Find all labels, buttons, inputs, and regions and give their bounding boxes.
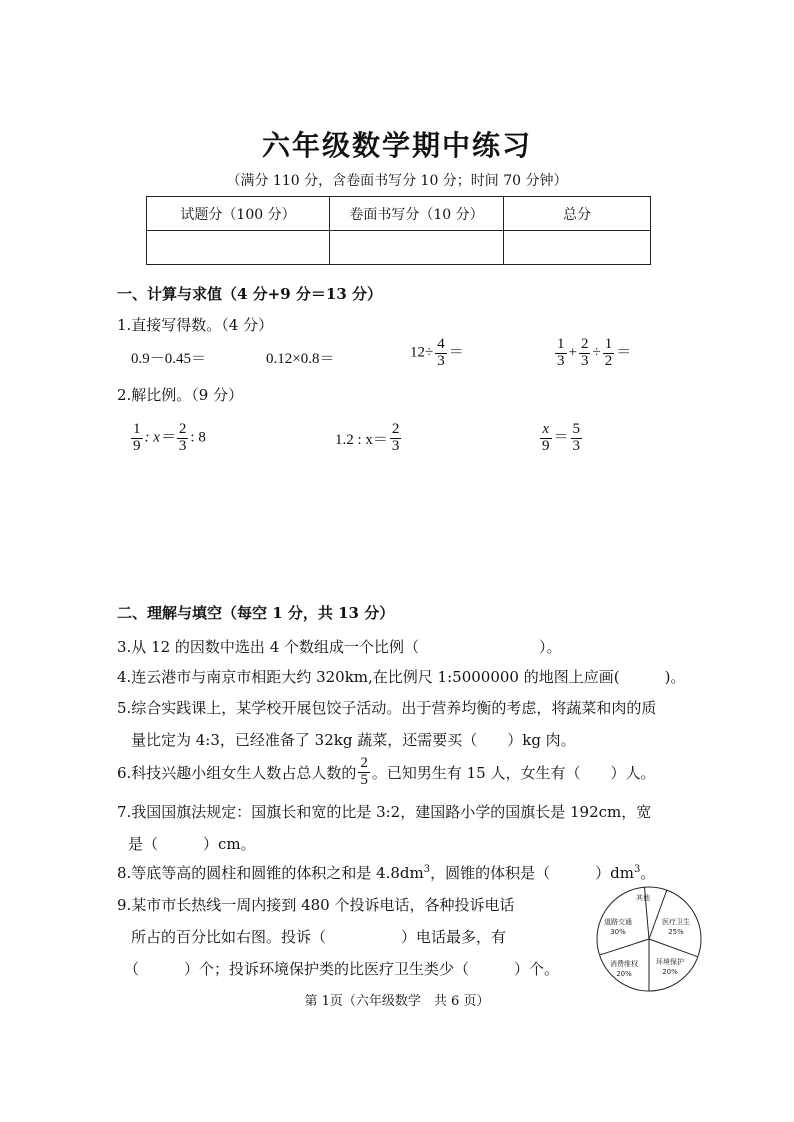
complaint-pie-chart bbox=[594, 884, 704, 994]
fraction-denominator: 3 bbox=[557, 352, 565, 369]
q2-proportion-3 bbox=[538, 422, 584, 455]
fraction-denominator: 3 bbox=[580, 352, 589, 369]
score-cell-handwriting[interactable] bbox=[330, 231, 504, 265]
score-header-total: 总分 bbox=[504, 197, 651, 231]
q3-text: 3.从 12 的因数中选出 4 个数组成一个比例（ ）。 bbox=[117, 638, 562, 656]
pie-label-consumer: 消费维权 bbox=[610, 960, 638, 968]
exam-info: （满分 110 分，含卷面书写分 10 分；时间 70 分钟） bbox=[226, 173, 568, 189]
q1-expr-3 bbox=[410, 337, 464, 370]
fraction-denominator: 9 bbox=[542, 437, 550, 454]
section2-title: 二、理解与填空（每空 1 分，共 13 分） bbox=[117, 604, 395, 622]
fraction bbox=[540, 422, 552, 455]
q5-line-2: 量比定为 4:3，已经准备了 32kg 蔬菜，还需要买（ ）kg 肉。 bbox=[131, 731, 576, 749]
fraction-numerator: 5 bbox=[572, 421, 581, 437]
q8-end: 。 bbox=[640, 864, 656, 882]
score-table-header-row bbox=[147, 197, 651, 231]
fraction-numerator: x bbox=[540, 422, 552, 439]
pie-value-consumer: 20% bbox=[616, 970, 632, 978]
cube-superscript: 3 bbox=[423, 864, 431, 875]
fraction-denominator: 3 bbox=[178, 437, 187, 454]
fraction bbox=[177, 422, 189, 455]
page-title: 六年级数学期中练习 bbox=[261, 129, 532, 162]
fraction bbox=[571, 422, 583, 455]
q1-expr-2: 0.12×0.8＝ bbox=[266, 351, 335, 367]
pie-label-environment: 环境保护 bbox=[656, 958, 684, 966]
fraction-numerator: 2 bbox=[580, 336, 589, 352]
pie-value-medical: 25% bbox=[668, 928, 684, 936]
fraction bbox=[390, 422, 402, 455]
q1-label: 1.直接写得数。（4 分） bbox=[117, 316, 274, 334]
fraction-numerator: 1 bbox=[133, 421, 141, 437]
q5-line-1: 5.综合实践课上，某学校开展包饺子活动。出于营养均衡的考虑，将蔬菜和肉的质 bbox=[117, 699, 657, 717]
fraction-numerator: 2 bbox=[178, 421, 187, 437]
q9-line-1: 9.某市市长热线一周内接到 480 个投诉电话，各种投诉电话 bbox=[117, 896, 515, 914]
score-header-questions: 试题分（100 分） bbox=[147, 197, 330, 231]
q9-line-2: 所占的百分比如右图。投诉（ ）电话最多，有 bbox=[131, 928, 507, 946]
pie-label-other: 其他 bbox=[636, 894, 650, 902]
q6-suffix: 。已知男生有 15 人，女生有（ ）人。 bbox=[371, 763, 656, 782]
equals-sign: ＝ bbox=[448, 344, 464, 361]
q6-prefix: 6.科技兴趣小组女生人数占总人数的 bbox=[117, 763, 357, 782]
fraction-numerator: 1 bbox=[557, 336, 565, 352]
cube-superscript: 3 bbox=[633, 864, 641, 875]
q1-expr-3-prefix: 12÷ bbox=[410, 344, 434, 361]
fraction-numerator: 4 bbox=[437, 336, 445, 352]
fraction bbox=[131, 422, 143, 455]
fraction-numerator: 2 bbox=[391, 421, 400, 437]
pie-label-medical: 医疗卫生 bbox=[662, 918, 690, 926]
score-cell-total[interactable] bbox=[504, 231, 651, 265]
ratio-end: : 8 bbox=[190, 429, 206, 446]
q8-middle: ，圆锥的体积是（ ）dm bbox=[430, 864, 634, 882]
q4-text: 4.连云港市与南京市相距大约 320km,在比例尺 1:5000000 的地图上应画( )。 bbox=[117, 668, 686, 686]
q8-start: 8.等底等高的圆柱和圆锥的体积之和是 4.8dm bbox=[117, 864, 424, 882]
q7-line-2: 是（ ）cm。 bbox=[128, 835, 256, 853]
page-footer: 第 1页（六年级数学 共 6 页） bbox=[304, 994, 490, 1009]
fraction bbox=[358, 756, 370, 789]
fraction-denominator: 2 bbox=[604, 352, 613, 369]
score-table bbox=[146, 196, 651, 265]
fraction-numerator: 1 bbox=[604, 336, 613, 352]
q9-line-3: （ ）个；投诉环境保护类的比医疗卫生类少（ ）个。 bbox=[124, 960, 560, 978]
q7-line-1: 7.我国国旗法规定：国旗长和宽的比是 3:2，建国路小学的国旗长是 192cm，宽 bbox=[117, 803, 652, 821]
fraction-denominator: 3 bbox=[437, 352, 445, 369]
plus-sign: + bbox=[568, 344, 577, 361]
fraction-denominator: 9 bbox=[133, 437, 141, 454]
pie-value-traffic: 30% bbox=[610, 928, 626, 936]
score-header-handwriting: 卷面书写分（10 分） bbox=[330, 197, 504, 231]
q1-expr-1: 0.9－0.45＝ bbox=[131, 351, 207, 367]
ratio-prefix: 1.2 : x＝ bbox=[335, 431, 388, 448]
fraction-denominator: 3 bbox=[391, 437, 400, 454]
fraction-denominator: 3 bbox=[572, 437, 581, 454]
q1-expr-4 bbox=[553, 337, 631, 370]
fraction bbox=[555, 337, 567, 370]
q8-text bbox=[117, 862, 655, 883]
fraction bbox=[579, 337, 591, 370]
divide-sign: ÷ bbox=[592, 344, 601, 361]
fraction-numerator: 2 bbox=[360, 755, 368, 771]
equals-sign: ＝ bbox=[616, 344, 632, 361]
q2-label: 2.解比例。（9 分） bbox=[117, 386, 244, 404]
fraction bbox=[435, 337, 447, 370]
fraction-denominator: 5 bbox=[360, 771, 368, 788]
equals-sign: ＝ bbox=[553, 429, 569, 446]
q2-proportion-1 bbox=[129, 422, 206, 455]
score-cell-questions[interactable] bbox=[147, 231, 330, 265]
ratio-middle: : x＝ bbox=[144, 429, 175, 446]
q2-proportion-2 bbox=[335, 422, 403, 455]
fraction bbox=[603, 337, 615, 370]
q6-text bbox=[117, 756, 655, 789]
score-table-blank-row bbox=[147, 231, 651, 265]
pie-label-traffic: 道路交通 bbox=[604, 918, 632, 926]
pie-value-environment: 20% bbox=[662, 968, 678, 976]
section1-title: 一、计算与求值（4 分+9 分＝13 分） bbox=[117, 285, 382, 303]
